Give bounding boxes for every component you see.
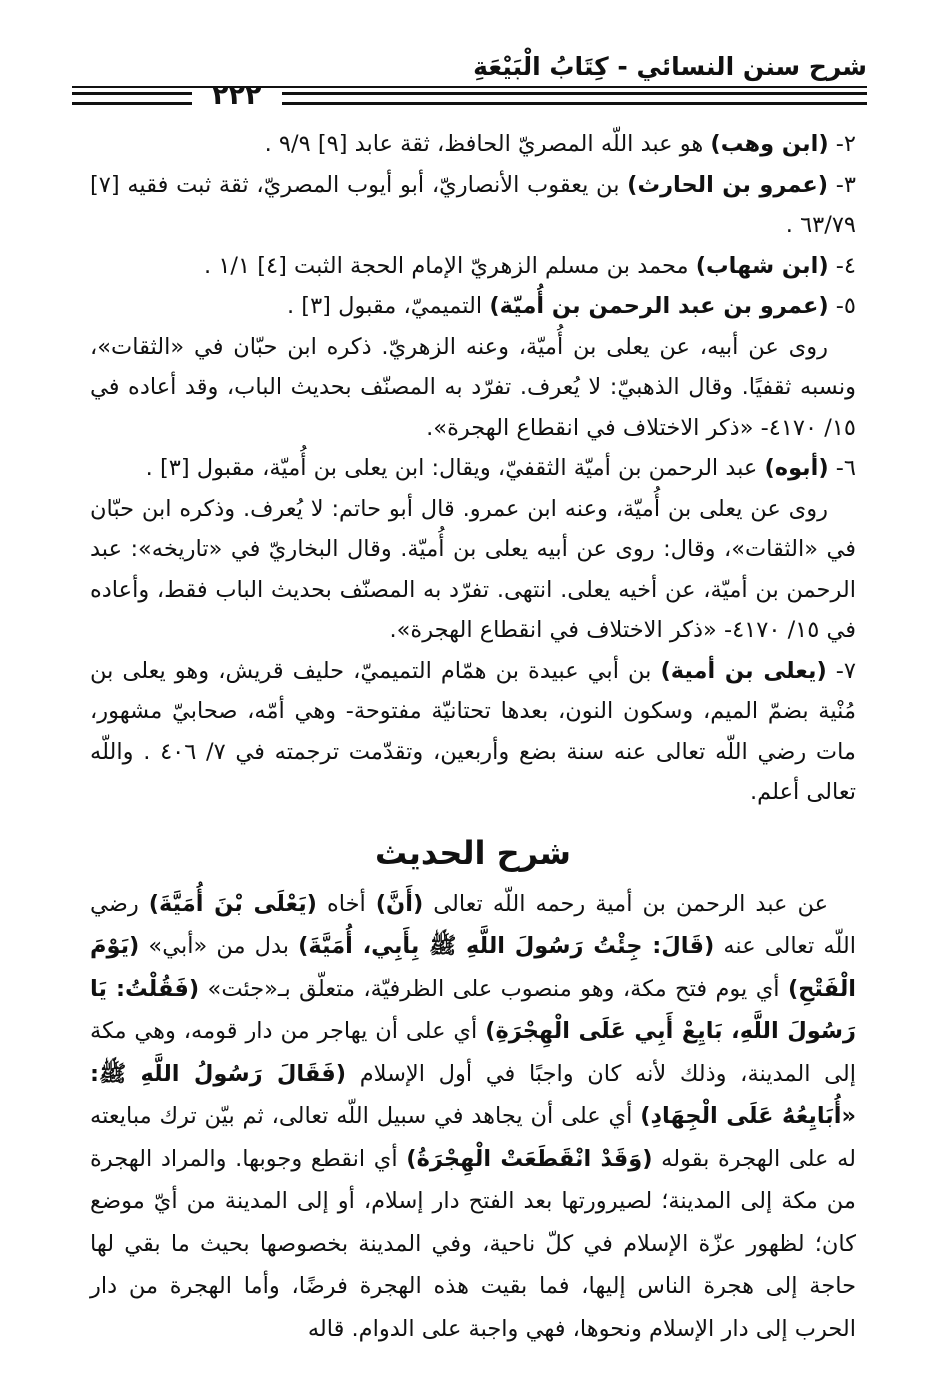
entry-number: ٥- <box>828 293 856 319</box>
entry-text: عبد الرحمن بن أميّة الثقفيّ، ويقال: ابن يعلى بن أُميّة، مقبول [٣] . <box>145 455 765 481</box>
header-rule <box>72 86 867 88</box>
entry-number: ٧- <box>826 657 856 684</box>
main-text <box>90 124 856 1350</box>
narrator-entry-7 <box>90 651 856 813</box>
commentary-text: أي انقطع وجوبها. والمراد الهجرة من مكة إلى المدينة؛ لصيرورتها بعد الفتح دار إسلام، أو إلى المدينة من أيّ موضع كان؛ لظهور عزّة الإسلام في كلّ ناحية، وفي المدينة بخصوصها بحيث ما بقي لها حاجة إلى هجرة الناس إليها، فما بقيت هذه الهجرة فرضًا، وأما الهجرة من دار الحرب إلى دار الإسلام ونحوها، فهي واجبة على الدوام. قاله <box>90 1145 856 1342</box>
section-title: شرح الحديث <box>375 833 571 872</box>
page-number: ٢٢٢ <box>212 80 262 111</box>
commentary-text: أي على أن يجاهد في سبيل اللّه تعالى، ثم بيّن ترك مبايعته له على الهجرة بقوله <box>90 1103 857 1172</box>
narrator-name: (ابن شهاب) <box>695 252 829 279</box>
commentary-text: رضي اللّه تعالى عنه <box>90 890 856 959</box>
entry-number: ٢- <box>828 131 856 157</box>
narrator-entry-6 <box>90 448 856 489</box>
commentary-text: أي على أن يهاجر من دار قومه، وهي مكة إلى المدينة، وذلك لأنه كان واجبًا في أول الإسلام <box>90 1018 856 1087</box>
narrator-entry-5 <box>90 286 856 327</box>
commentary-text: بدل من «أبي» <box>139 933 299 959</box>
narrator-entry-2 <box>90 124 856 165</box>
narrator-name: (يعلى بن أمية) <box>660 657 827 684</box>
hadith-quote: (قَالَ: جِئْتُ رَسُولَ اللَّهِ ﷺ بِأَبِي، أُمَيَّةَ) <box>298 933 715 959</box>
entry-text: بن أبي عبيدة بن همّام التميميّ، حليف قريش، وهو يعلى بن مُنْية بضمّ الميم، وسكون النون، بعدها تحتانيّة مفتوحة- وهي أمّه، صحابيّ مشهور، مات رضي اللّه تعالى عنه سنة بضع وأربعين، وتقدّمت ترجمته في ٧/ ٤٠٦ . واللّه تعالى أعلم. <box>90 657 856 805</box>
narrator-name: (أبوه) <box>764 455 829 481</box>
entry-text: محمد بن مسلم الزهريّ الإمام الحجة الثبت [٤] ١/١ . <box>204 252 696 279</box>
hadith-quote: (يَوْمَ الْفَتْحِ) <box>90 933 856 1002</box>
entry-text: التميميّ، مقبول [٣] . <box>286 293 490 319</box>
narrator-6-details: روى عن يعلى بن أُميّة، وعنه ابن عمرو. قال أبو حاتم: لا يُعرف. وذكره ابن حبّان في «الثقات»، وقال: روى عن أبيه يعلى بن أُميّة. وقال البخاريّ في «تاريخه»: عبد الرحمن بن أميّة، عن أخيه يعلى. انتهى. تفرّد به المصنّف بحديث الباب فقط، وأعاده في ١٥/ ٤١٧٠- «ذكر الاختلاف في انقطاع الهجرة». <box>90 495 856 643</box>
header-double-rule-left <box>72 92 192 105</box>
hadith-quote: (فَقَالَ رَسُولُ اللَّهِ ﷺ: «أُبَايِعُهُ عَلَى الْجِهَادِ) <box>90 1060 856 1129</box>
hadith-quote: (أَنَّ) <box>375 890 424 917</box>
narrator-entry-3 <box>90 165 856 246</box>
hadith-quote: (فَقُلْتُ: يَا رَسُولَ اللَّهِ، بَايِعْ أَبِي عَلَى الْهِجْرَةِ) <box>90 975 856 1044</box>
entry-text: هو عبد اللّه المصريّ الحافظ، ثقة عابد [٩] ٩/٩ . <box>264 131 711 157</box>
commentary-text: أي يوم فتح مكة، وهو منصوب على الظرفيّة، متعلّق بـ«جئت» <box>199 975 788 1002</box>
hadith-quote: (يَعْلَى بْنَ أُمَيَّةَ) <box>148 890 317 917</box>
narrator-entry-4 <box>90 246 856 287</box>
running-title: شرح سنن النسائي - كِتَابُ الْبَيْعَةِ <box>473 52 867 81</box>
narrator-name: (عمرو بن الحارث) <box>627 171 829 198</box>
narrator-5-details: روى عن أبيه، عن يعلى بن أُميّة، وعنه الزهريّ. ذكره ابن حبّان في «الثقات»، ونسبه ثقفيًا. وقال الذهبيّ: لا يُعرف. تفرّد به المصنّف بحديث الباب، وقد أعاده في ١٥/ ٤١٧٠- «ذكر الاختلاف في انقطاع الهجرة». <box>90 333 856 441</box>
commentary-text: عن عبد الرحمن بن أمية رحمه اللّه تعالى <box>423 890 828 917</box>
entry-number: ٤- <box>828 252 856 279</box>
page-header <box>72 52 867 110</box>
commentary-paragraph <box>90 883 856 1351</box>
narrator-name: (ابن وهب) <box>710 131 829 157</box>
entry-number: ٦- <box>828 455 856 481</box>
entry-text: بن يعقوب الأنصاريّ، أبو أيوب المصريّ، ثقة ثبت فقيه [٧] ٦٣/٧٩ . <box>90 171 856 238</box>
entry-number: ٣- <box>828 171 856 198</box>
narrator-name: (عمرو بن عبد الرحمن بن أُميّة) <box>489 293 829 319</box>
header-double-rule-right <box>282 92 867 105</box>
hadith-quote: (وَقَدْ انْقَطَعَتْ الْهِجْرَةُ) <box>406 1145 653 1172</box>
commentary-text: أخاه <box>316 890 376 917</box>
